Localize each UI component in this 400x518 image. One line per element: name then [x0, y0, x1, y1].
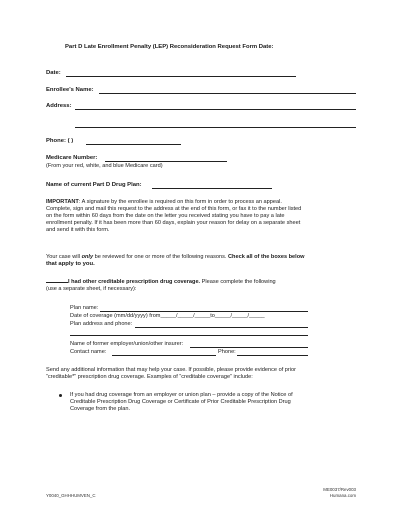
- plan-address-field[interactable]: [135, 327, 308, 328]
- important-label: IMPORTANT: [46, 199, 79, 205]
- address-field-line2[interactable]: [75, 127, 356, 128]
- bullet-line-1: If you had drug coverage from an employer or union plan – provide a copy of the Notice of: [70, 392, 293, 398]
- important-line-1: [46, 199, 282, 206]
- bullet-dot: [59, 394, 62, 397]
- review-mid: be reviewed for one or more of the following reasons.: [93, 254, 229, 260]
- address-label: Address:: [46, 103, 72, 109]
- review-only: only: [81, 254, 94, 260]
- current-plan-label: Name of current Part D Drug Plan:: [46, 182, 142, 188]
- important-text-1: : A signature by the enrollee is required on this form in order to process an appeal.: [78, 199, 282, 205]
- review-line-2: that apply to you.: [46, 261, 95, 267]
- enrollee-name-field[interactable]: [99, 93, 356, 94]
- footer-website: Humana.com: [329, 493, 356, 498]
- former-employer-field[interactable]: [190, 347, 308, 348]
- enrollee-name-label: Enrollee's Name:: [46, 87, 94, 93]
- contact-name-label: Contact name:: [70, 349, 107, 355]
- review-line-1: [46, 254, 304, 261]
- contact-name-field[interactable]: [112, 355, 216, 356]
- form-title: Part D Late Enrollment Penalty (LEP) Reconsideration Request Form Date:: [65, 44, 274, 50]
- contact-phone-field[interactable]: [237, 355, 308, 356]
- medicare-number-field[interactable]: [105, 161, 227, 162]
- creditable-line-2: (use a separate sheet, if necessary):: [46, 286, 137, 292]
- coverage-dates-label: Date of coverage (mm/dd/yyyy) from_____/_____/_____to_____/_____/_____: [70, 313, 265, 319]
- contact-phone-label: Phone:: [218, 349, 236, 355]
- phone-field[interactable]: [86, 144, 181, 145]
- important-line-4: enrollment penalty. If it has been more than 60 days, explain your reason for delay on a separate sheet: [46, 220, 301, 226]
- footer-revision: ME0037/Rev003: [323, 487, 356, 492]
- plan-name-field[interactable]: [100, 311, 308, 312]
- review-pre: Your case will: [46, 254, 82, 260]
- important-line-3: on the form within 60 days from the date on the letter you received stating you have to pay a late: [46, 213, 285, 219]
- bullet-line-2: Creditable Prescription Drug Coverage or Certificate of Prior Creditable Prescription Drug: [70, 399, 291, 405]
- address-field-line1[interactable]: [75, 109, 356, 110]
- medicare-number-label: Medicare Number:: [46, 155, 98, 161]
- review-bold-end: Check all of the boxes below: [228, 254, 305, 260]
- important-line-5: and send it with this form.: [46, 227, 110, 233]
- date-label: Date:: [46, 70, 61, 76]
- creditable-line-1: [46, 279, 276, 286]
- footer-form-code: Y0040_GHHHUMVEN_C: [46, 493, 96, 498]
- date-field[interactable]: [66, 76, 296, 77]
- bullet-line-3: Coverage from the plan.: [70, 406, 131, 412]
- creditable-bold: I had other creditable prescription drug coverage.: [68, 279, 201, 285]
- creditable-rest: Please complete the following: [200, 279, 276, 285]
- current-plan-field[interactable]: [152, 188, 272, 189]
- phone-label: Phone: ( ): [46, 138, 74, 144]
- plan-address-label: Plan address and phone:: [70, 321, 133, 327]
- medicare-card-note: (From your red, white, and blue Medicare card): [46, 163, 163, 169]
- former-employer-label: Name of former employer/union/other insurer:: [70, 341, 184, 347]
- additional-line-2: “creditable*” prescription drug coverage. Examples of “creditable coverage” include:: [46, 374, 253, 380]
- plan-address-field-2[interactable]: [70, 335, 308, 336]
- additional-line-1: Send any additional information that may help your case. If possible, please provide evidence of prior: [46, 367, 297, 373]
- important-line-2: Complete, sign and mail this request to the address at the end of this form, or fax it to the number listed: [46, 206, 302, 212]
- creditable-checkbox-blank[interactable]: [46, 282, 68, 283]
- plan-name-label: Plan name:: [70, 305, 99, 311]
